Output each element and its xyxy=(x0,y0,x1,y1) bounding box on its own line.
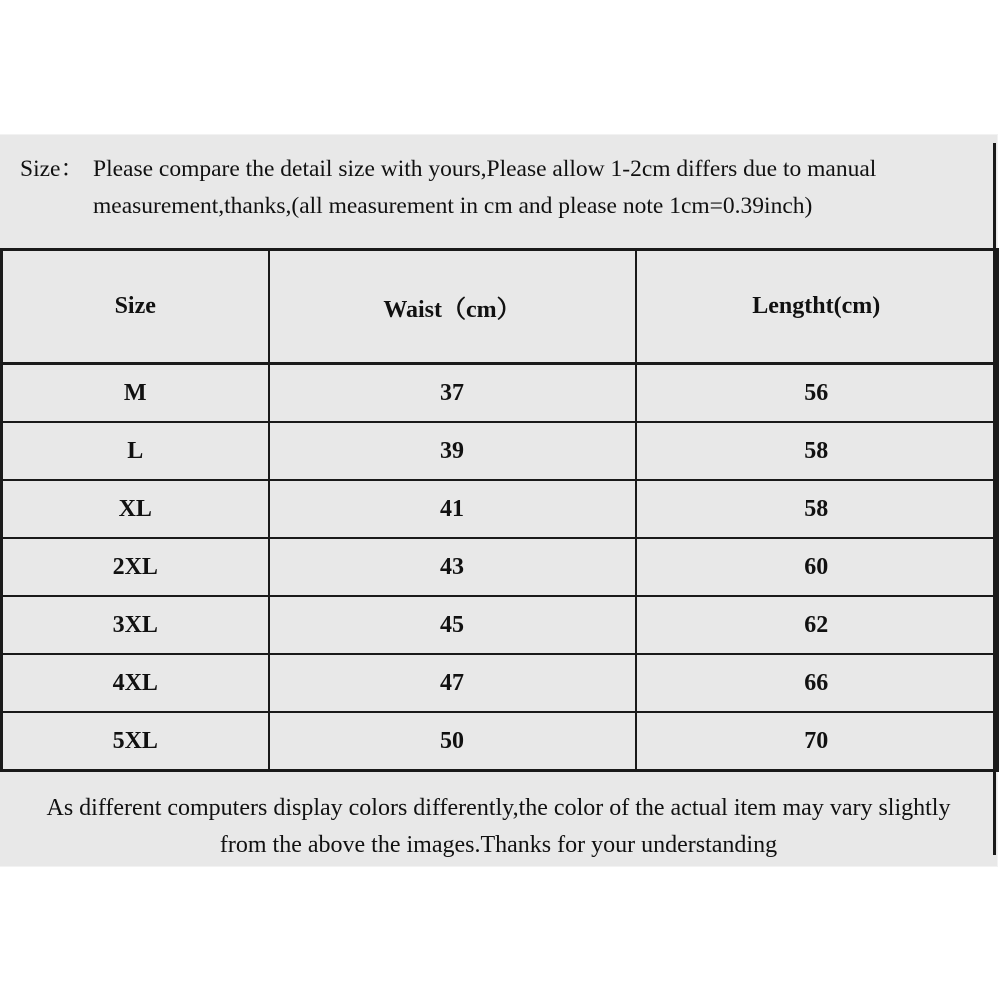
size-note xyxy=(0,151,987,225)
table-row xyxy=(2,422,998,480)
size-cell: 3XL xyxy=(2,596,269,654)
table-row xyxy=(2,480,998,538)
size-table-body xyxy=(2,364,998,771)
length-cell: 58 xyxy=(636,480,998,538)
waist-cell: 45 xyxy=(269,596,636,654)
length-cell: 66 xyxy=(636,654,998,712)
col-header-waist: Waist（cm） xyxy=(269,250,636,364)
size-cell: 2XL xyxy=(2,538,269,596)
length-cell: 56 xyxy=(636,364,998,423)
color-disclaimer-line2: from the above the images.Thanks for your understanding xyxy=(219,832,778,858)
size-info-panel xyxy=(0,135,997,866)
right-border-line xyxy=(993,143,996,855)
size-table xyxy=(0,248,999,772)
col-header-size: Size xyxy=(2,250,269,364)
table-header-row xyxy=(2,250,998,364)
length-cell: 62 xyxy=(636,596,998,654)
size-cell: L xyxy=(2,422,269,480)
waist-cell: 39 xyxy=(269,422,636,480)
table-row xyxy=(2,538,998,596)
size-note-label: Size： xyxy=(20,156,84,182)
size-note-line1: Please compare the detail size with yours,Please allow 1-2cm differs due to manual xyxy=(93,156,877,182)
size-cell: 4XL xyxy=(2,654,269,712)
length-cell: 60 xyxy=(636,538,998,596)
color-disclaimer xyxy=(0,790,997,864)
waist-cell: 47 xyxy=(269,654,636,712)
waist-cell: 37 xyxy=(269,364,636,423)
size-note-line2: measurement,thanks,(all measurement in cm and please note 1cm=0.39inch) xyxy=(93,193,813,219)
table-row xyxy=(2,654,998,712)
waist-cell: 50 xyxy=(269,712,636,771)
color-disclaimer-line1: As different computers display colors differently,the color of the actual item may vary slightly xyxy=(46,795,951,821)
table-row xyxy=(2,596,998,654)
size-cell: M xyxy=(2,364,269,423)
col-header-length: Lengtht(cm) xyxy=(636,250,998,364)
size-cell: XL xyxy=(2,480,269,538)
length-cell: 70 xyxy=(636,712,998,771)
waist-cell: 43 xyxy=(269,538,636,596)
size-note-text xyxy=(93,151,987,225)
table-row xyxy=(2,364,998,423)
waist-cell: 41 xyxy=(269,480,636,538)
size-cell: 5XL xyxy=(2,712,269,771)
length-cell: 58 xyxy=(636,422,998,480)
table-row xyxy=(2,712,998,771)
